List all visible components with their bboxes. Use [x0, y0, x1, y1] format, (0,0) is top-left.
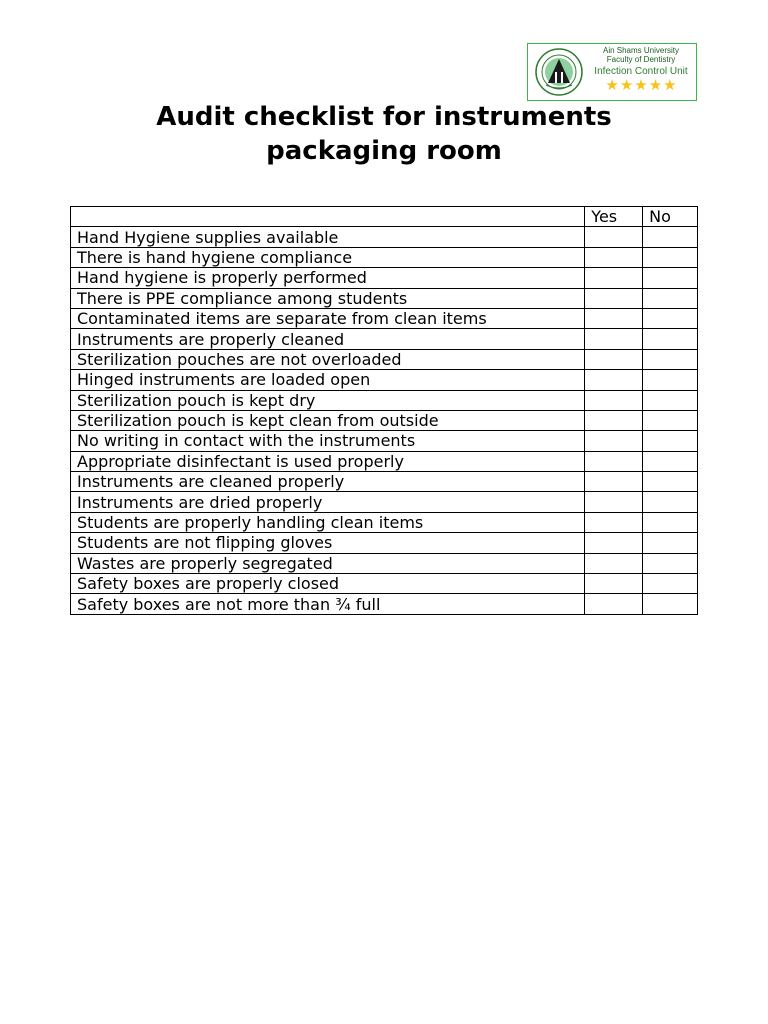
- checklist-item-label: No writing in contact with the instruments: [71, 431, 585, 451]
- table-row: [71, 227, 698, 247]
- table-row: [71, 410, 698, 430]
- checklist-item-label: Hinged instruments are loaded open: [71, 370, 585, 390]
- checklist-item-label: Wastes are properly segregated: [71, 553, 585, 573]
- yes-checkbox-cell[interactable]: [585, 247, 643, 267]
- yes-checkbox-cell[interactable]: [585, 451, 643, 471]
- no-checkbox-cell[interactable]: [643, 574, 698, 594]
- header-item: [71, 207, 585, 227]
- no-checkbox-cell[interactable]: [643, 594, 698, 614]
- no-checkbox-cell[interactable]: [643, 472, 698, 492]
- no-checkbox-cell[interactable]: [643, 329, 698, 349]
- yes-checkbox-cell[interactable]: [585, 308, 643, 328]
- no-checkbox-cell[interactable]: [643, 390, 698, 410]
- checklist-item-label: Sterilization pouches are not overloaded: [71, 349, 585, 369]
- no-checkbox-cell[interactable]: [643, 512, 698, 532]
- audit-checklist-table: [70, 206, 698, 615]
- table-row: [71, 431, 698, 451]
- yes-checkbox-cell[interactable]: [585, 268, 643, 288]
- table-row: [71, 533, 698, 553]
- checklist-item-label: Appropriate disinfectant is used properly: [71, 451, 585, 471]
- yes-checkbox-cell[interactable]: [585, 227, 643, 247]
- no-checkbox-cell[interactable]: [643, 268, 698, 288]
- checklist-item-label: Students are not flipping gloves: [71, 533, 585, 553]
- yes-checkbox-cell[interactable]: [585, 472, 643, 492]
- no-checkbox-cell[interactable]: [643, 308, 698, 328]
- checklist-item-label: Safety boxes are properly closed: [71, 574, 585, 594]
- table-row: [71, 329, 698, 349]
- yes-checkbox-cell[interactable]: [585, 329, 643, 349]
- star-icon: ★: [605, 77, 619, 95]
- logo-university-name: Ain Shams University: [602, 46, 680, 55]
- no-checkbox-cell[interactable]: [643, 247, 698, 267]
- checklist-item-label: Hand hygiene is properly performed: [71, 268, 585, 288]
- header-yes: Yes: [585, 207, 643, 227]
- table-row: [71, 349, 698, 369]
- table-row: [71, 472, 698, 492]
- yes-checkbox-cell[interactable]: [585, 512, 643, 532]
- checklist-item-label: Instruments are properly cleaned: [71, 329, 585, 349]
- yes-checkbox-cell[interactable]: [585, 574, 643, 594]
- faculty-logo: [527, 43, 697, 101]
- star-icon: ★: [619, 77, 634, 95]
- checklist-item-label: There is hand hygiene compliance: [71, 247, 585, 267]
- checklist-item-label: Instruments are cleaned properly: [71, 472, 585, 492]
- table-row: [71, 594, 698, 614]
- star-icon: ★: [634, 77, 648, 95]
- title-line-1: Audit checklist for instruments: [156, 102, 612, 132]
- no-checkbox-cell[interactable]: [643, 431, 698, 451]
- table-row: [71, 370, 698, 390]
- no-checkbox-cell[interactable]: [643, 451, 698, 471]
- yes-checkbox-cell[interactable]: [585, 410, 643, 430]
- yes-checkbox-cell[interactable]: [585, 533, 643, 553]
- checklist-body: [71, 227, 698, 614]
- checklist-item-label: Instruments are dried properly: [71, 492, 585, 512]
- yes-checkbox-cell[interactable]: [585, 431, 643, 451]
- logo-text: [586, 47, 696, 94]
- checklist-item-label: Safety boxes are not more than ¾ full: [71, 594, 585, 614]
- no-checkbox-cell[interactable]: [643, 410, 698, 430]
- checklist-item-label: Sterilization pouch is kept clean from outside: [71, 410, 585, 430]
- university-seal-icon: [534, 47, 584, 97]
- table-row: [71, 247, 698, 267]
- table-row: [71, 390, 698, 410]
- table-row: [71, 574, 698, 594]
- table-row: [71, 268, 698, 288]
- table-row: [71, 451, 698, 471]
- title-line-2: packaging room: [266, 136, 502, 166]
- no-checkbox-cell[interactable]: [643, 533, 698, 553]
- no-checkbox-cell[interactable]: [643, 492, 698, 512]
- table-row: [71, 308, 698, 328]
- yes-checkbox-cell[interactable]: [585, 492, 643, 512]
- no-checkbox-cell[interactable]: [643, 370, 698, 390]
- no-checkbox-cell[interactable]: [643, 227, 698, 247]
- logo-unit-name: Infection Control Unit: [594, 65, 688, 77]
- checklist-item-label: Sterilization pouch is kept dry: [71, 390, 585, 410]
- yes-checkbox-cell[interactable]: [585, 594, 643, 614]
- table-header-row: [71, 207, 698, 227]
- no-checkbox-cell[interactable]: [643, 553, 698, 573]
- checklist-item-label: Students are properly handling clean items: [71, 512, 585, 532]
- table-row: [71, 553, 698, 573]
- no-checkbox-cell[interactable]: [643, 349, 698, 369]
- star-icon: ★: [663, 77, 677, 95]
- header-no: No: [643, 207, 698, 227]
- checklist-item-label: Hand Hygiene supplies available: [71, 227, 585, 247]
- no-checkbox-cell[interactable]: [643, 288, 698, 308]
- checklist-item-label: There is PPE compliance among students: [71, 288, 585, 308]
- yes-checkbox-cell[interactable]: [585, 370, 643, 390]
- checklist-item-label: Contaminated items are separate from clean items: [71, 308, 585, 328]
- star-icon: ★: [648, 77, 663, 95]
- yes-checkbox-cell[interactable]: [585, 390, 643, 410]
- page-title: [0, 100, 768, 168]
- rating-stars: [586, 78, 696, 94]
- table-row: [71, 512, 698, 532]
- yes-checkbox-cell[interactable]: [585, 288, 643, 308]
- table-row: [71, 288, 698, 308]
- table-row: [71, 492, 698, 512]
- yes-checkbox-cell[interactable]: [585, 349, 643, 369]
- yes-checkbox-cell[interactable]: [585, 553, 643, 573]
- logo-faculty-name: Faculty of Dentistry: [606, 54, 676, 64]
